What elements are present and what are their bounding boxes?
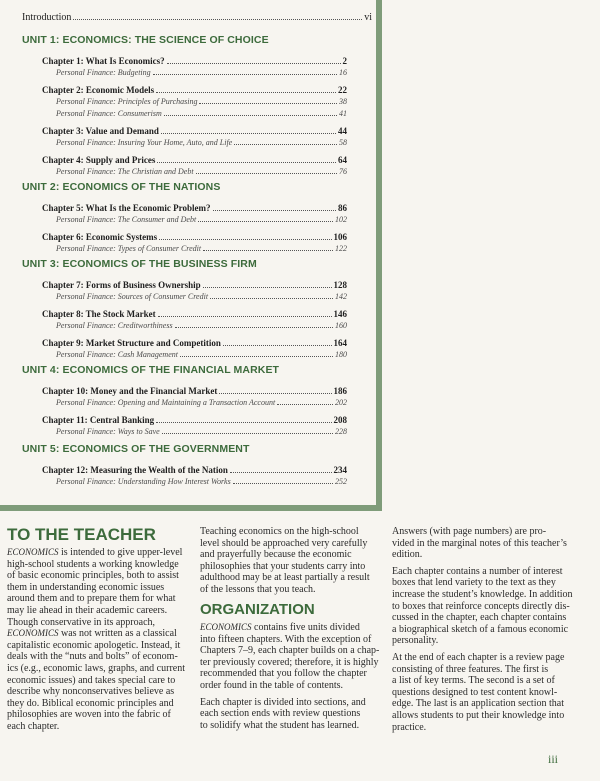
toc-personal-finance [56, 244, 347, 253]
text-line [7, 640, 203, 652]
toc-personal-finance [56, 109, 347, 118]
text-line [200, 720, 390, 732]
leader-dots [233, 483, 333, 484]
line-text: may lie ahead in their academic careers. [7, 604, 168, 616]
toc-personal-finance [56, 292, 347, 301]
text-line [200, 668, 390, 680]
toc-chapter-title: Chapter 2: Economic Models [42, 85, 155, 95]
text-line: consisting of three features. The first is [392, 663, 549, 675]
text-line: of the lessons that you teach. [200, 583, 316, 595]
page-number: iii [548, 752, 559, 766]
leader-dots [153, 74, 337, 75]
text-line: Teaching economics on the high-school [200, 526, 359, 537]
leader-dots [230, 472, 332, 473]
leader-dots [196, 173, 337, 174]
text-line: personality. [392, 635, 439, 647]
toc-personal-finance-page: 102 [335, 215, 347, 224]
text-line: boxes that lend variety to the text as they [392, 577, 556, 589]
line-text: to solidify what the student has learned. [200, 719, 360, 731]
text-line: and prayerfully because the economic [200, 549, 352, 561]
leader-dots [210, 298, 333, 299]
toc-personal-finance [56, 321, 347, 330]
text-line [7, 651, 203, 663]
text-line [7, 675, 203, 687]
book-title: ECONOMICS [200, 622, 252, 632]
toc-personal-finance-page: 16 [339, 68, 347, 77]
toc-chapter-title: Chapter 3: Value and Demand [42, 126, 159, 136]
leader-dots [156, 92, 336, 93]
toc-chapter-page: 234 [333, 465, 347, 475]
line-text: Though conservative in its approach, [7, 616, 156, 628]
toc-personal-finance-page: 122 [335, 244, 347, 253]
text-line: practice. [392, 721, 427, 733]
line-text: into fifteen chapters. With the exception of [200, 633, 372, 645]
toc-personal-finance-title: Personal Finance: Insuring Your Home, Auto, and Life [56, 138, 233, 147]
toc-personal-finance-title: Personal Finance: Sources of Consumer Credit [56, 292, 209, 301]
line-text: ter previously covered; therefore, it is highly [200, 656, 379, 668]
line-text: each section ends with review questions [200, 708, 361, 720]
text-line [7, 559, 203, 571]
toc-introduction [22, 12, 372, 23]
leader-dots [167, 63, 341, 64]
text-line [200, 697, 390, 709]
toc-personal-finance-page: 142 [335, 292, 347, 301]
leader-dots [223, 345, 332, 346]
toc-chapter-title: Chapter 6: Economic Systems [42, 232, 158, 242]
book-title: ECONOMICS [7, 547, 59, 557]
toc-personal-finance-title: Personal Finance: Principles of Purchasing [56, 97, 198, 106]
leader-dots [175, 327, 333, 328]
leader-dots [203, 250, 333, 251]
toc-personal-finance [56, 97, 347, 106]
toc-personal-finance-page: 252 [335, 477, 347, 486]
toc-chapter-title: Chapter 9: Market Structure and Competition [42, 338, 221, 348]
text-line [7, 582, 203, 594]
text-line [7, 721, 203, 733]
toc-personal-finance-page: 228 [335, 427, 347, 436]
unit-heading: UNIT 1: ECONOMICS: THE SCIENCE OF CHOICE [22, 34, 269, 46]
leader-dots [157, 162, 336, 163]
toc-introduction-page: vi [364, 12, 372, 23]
toc-chapter [42, 280, 347, 290]
text-line [7, 709, 203, 721]
toc-chapter-title: Chapter 12: Measuring the Wealth of the Nation [42, 465, 228, 475]
toc-personal-finance [56, 427, 347, 436]
toc-personal-finance-title: Personal Finance: The Christian and Debt [56, 167, 194, 176]
toc-chapter-page: 22 [338, 85, 347, 95]
toc-personal-finance [56, 350, 347, 359]
text-line [7, 570, 203, 582]
toc-chapter [42, 126, 347, 136]
text-line: questions designed to test content knowl- [392, 686, 558, 698]
toc-personal-finance-page: 160 [335, 321, 347, 330]
toc-chapter [42, 338, 347, 348]
leader-dots [213, 210, 337, 211]
line-text: was not written as a classical [58, 628, 177, 640]
toc-personal-finance [56, 398, 347, 407]
text-line [7, 686, 203, 698]
text-line: a list of key terms. The second is a set of [392, 675, 555, 687]
leader-dots [199, 103, 337, 104]
text-line: increase the student’s knowledge. In addition [392, 588, 573, 600]
leader-dots [277, 404, 333, 405]
toc-personal-finance-title: Personal Finance: Types of Consumer Credit [56, 244, 202, 253]
toc-chapter [42, 203, 347, 213]
line-text: is intended to give upper-level [58, 547, 183, 558]
line-text: economic issues) and takes special care to [7, 674, 176, 686]
toc-personal-finance-page: 58 [339, 138, 347, 147]
text-line: vided in the marginal notes of this teacher’s [392, 537, 567, 549]
text-line: edge. The last is an application section that [392, 698, 564, 710]
toc-personal-finance-page: 202 [335, 398, 347, 407]
toc-personal-finance-title: Personal Finance: The Consumer and Debt [56, 215, 197, 224]
unit-heading: UNIT 3: ECONOMICS OF THE BUSINESS FIRM [22, 258, 257, 270]
toc-chapter-page: 186 [333, 386, 347, 396]
toc-personal-finance-title: Personal Finance: Creditworthiness [56, 321, 173, 330]
toc-chapter-page: 44 [338, 126, 347, 136]
line-text: ics (e.g., economic laws, graphs, and current [7, 662, 185, 674]
line-text: high-school students a working knowledge [7, 558, 179, 570]
line-text: deals with the “nuts and bolts” of econom- [7, 651, 178, 663]
toc-chapter-page: 106 [333, 232, 347, 242]
toc-chapter-title: Chapter 11: Central Banking [42, 415, 155, 425]
text-line [200, 708, 390, 720]
text-line: At the end of each chapter is a review page [392, 651, 565, 663]
toc-chapter-title: Chapter 7: Forms of Business Ownership [42, 280, 201, 290]
features-text [392, 526, 592, 733]
text-line: Answers (with page numbers) are pro- [392, 526, 547, 537]
toc-personal-finance [56, 215, 347, 224]
text-line [200, 680, 390, 692]
toc-chapter-page: 208 [333, 415, 347, 425]
line-text: contains five units divided [251, 622, 360, 633]
leader-dots [73, 19, 362, 20]
book-title: ECONOMICS [7, 628, 59, 639]
toc-personal-finance-page: 180 [335, 350, 347, 359]
toc-chapter-title: Chapter 5: What Is the Economic Problem? [42, 203, 211, 213]
text-line: a biographical sketch of a famous economic [392, 623, 569, 635]
text-line [7, 698, 203, 710]
toc-personal-finance-page: 38 [339, 97, 347, 106]
text-line: adulthood may be at least partially a result [200, 572, 370, 584]
toc-chapter-page: 2 [342, 56, 347, 66]
toc-personal-finance-title: Personal Finance: Budgeting [56, 68, 151, 77]
leader-dots [234, 144, 337, 145]
unit-heading: UNIT 5: ECONOMICS OF THE GOVERNMENT [22, 443, 250, 455]
text-line: Each chapter contains a number of interest [392, 565, 563, 577]
toc-personal-finance-title: Personal Finance: Cash Management [56, 350, 178, 359]
leader-dots [203, 287, 332, 288]
leader-dots [159, 239, 331, 240]
leader-dots [161, 133, 336, 134]
toc-chapter [42, 386, 347, 396]
text-line [7, 593, 203, 605]
text-line [200, 634, 390, 646]
text-line: edition. [392, 549, 423, 561]
toc-personal-finance [56, 167, 347, 176]
toc-personal-finance-title: Personal Finance: Ways to Save [56, 427, 160, 436]
text-line [7, 617, 203, 629]
leader-dots [180, 356, 333, 357]
toc-personal-finance [56, 138, 347, 147]
organization-heading: ORGANIZATION [200, 601, 315, 618]
line-text: they do. Biblical economic principles and [7, 697, 174, 709]
leader-dots [158, 316, 332, 317]
toc-personal-finance-page: 41 [339, 109, 347, 118]
toc-personal-finance-title: Personal Finance: Consumerism [56, 109, 162, 118]
toc-chapter [42, 56, 347, 66]
text-line: philosophies that your students carry into [200, 560, 366, 572]
toc-chapter [42, 465, 347, 475]
toc-introduction-title: Introduction [22, 12, 72, 23]
text-line [7, 605, 203, 617]
organization-text [200, 622, 390, 731]
leader-dots [219, 393, 331, 394]
toc-chapter-page: 128 [333, 280, 347, 290]
text-line: to boxes that reinforce concepts directly dis- [392, 600, 570, 612]
line-text: around them and to prepare them for what [7, 593, 176, 605]
leader-dots [198, 221, 333, 222]
toc-chapter-title: Chapter 10: Money and the Financial Market [42, 386, 218, 396]
text-line [200, 645, 390, 657]
toc-chapter [42, 155, 347, 165]
toc-personal-finance-page: 76 [339, 167, 347, 176]
text-line [7, 628, 203, 640]
text-line [200, 657, 390, 669]
toc-chapter-page: 146 [333, 309, 347, 319]
toc-chapter [42, 309, 347, 319]
unit-heading: UNIT 4: ECONOMICS OF THE FINANCIAL MARKET [22, 364, 280, 376]
leader-dots [162, 433, 333, 434]
line-text: recommended that you follow the chapter [200, 668, 367, 680]
to-the-teacher-text [7, 547, 203, 733]
toc-chapter-page: 164 [333, 338, 347, 348]
toc-chapter-title: Chapter 8: The Stock Market [42, 309, 156, 319]
leader-dots [156, 422, 331, 423]
line-text: of basic economic principles, both to assist [7, 570, 179, 582]
toc-chapter [42, 85, 347, 95]
to-the-teacher-heading: TO THE TEACHER [7, 525, 156, 544]
line-text: philosophies are woven into the fabric of [7, 709, 171, 721]
text-line [7, 663, 203, 675]
unit-heading: UNIT 2: ECONOMICS OF THE NATIONS [22, 181, 221, 193]
line-text: capitalistic economic apologetic. Instead, it [7, 639, 181, 651]
toc-chapter [42, 415, 347, 425]
line-text: Each chapter is divided into sections, and [200, 696, 366, 708]
line-text: Chapters 7–9, each chapter builds on a chap- [200, 645, 380, 657]
toc-personal-finance-title: Personal Finance: Understanding How Interest Works [56, 477, 231, 486]
toc-chapter-title: Chapter 1: What Is Economics? [42, 56, 165, 66]
toc-chapter [42, 232, 347, 242]
leader-dots [164, 115, 337, 116]
line-text: each chapter. [7, 720, 60, 732]
text-line [7, 547, 203, 559]
teaching-text [200, 526, 390, 596]
text-line: allows students to put their knowledge into [392, 709, 565, 721]
line-text: order found in the table of contents. [200, 679, 344, 691]
toc-chapter-page: 64 [338, 155, 347, 165]
text-line [200, 622, 390, 634]
toc-personal-finance [56, 68, 347, 77]
toc-chapter-title: Chapter 4: Supply and Prices [42, 155, 156, 165]
toc-chapter-page: 86 [338, 203, 347, 213]
toc-personal-finance-title: Personal Finance: Opening and Maintaining a Transaction Account [56, 398, 276, 407]
toc-personal-finance [56, 477, 347, 486]
line-text: describe why nonconservatives believe as [7, 686, 175, 698]
line-text: them in understanding economic issues [7, 581, 165, 593]
text-line: cussed in the chapter, each chapter contains [392, 612, 567, 624]
text-line: level should be approached very carefully [200, 537, 368, 549]
